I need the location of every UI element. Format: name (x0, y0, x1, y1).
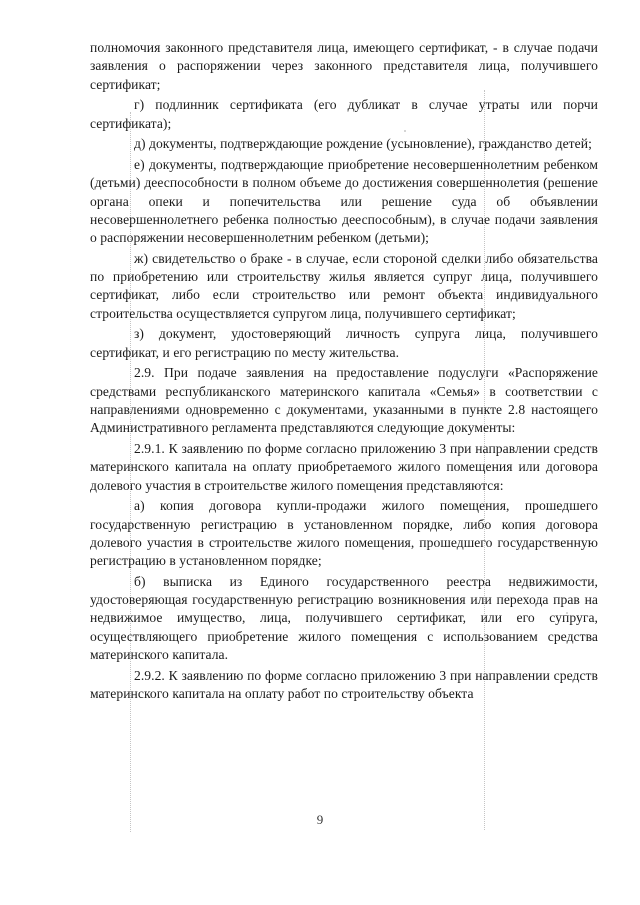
paragraph-item-b: б) выписка из Единого государственного реестра недвижимости, удостоверяющая государственную регистрацию возникновения или перехода прав на недвижимое имущество, лица, получившего сертификат, или его супруга, осуществляющего приобретение жилого помещения с использованием средства материнского капитала. (90, 573, 598, 663)
paragraph-section-2-9: 2.9. При подаче заявления на предоставление подуслуги «Распоряжение средствами республиканского материнского капитала «Семья» в соответствии с направлениями одновременно с документами, указанными в пункте 2.8 настоящего Административного регламента представляются следующие документы: (90, 365, 598, 436)
paragraph-item-zh: ж) свидетельство о браке - в случае, если стороной сделки либо обязательства по приобретению или строительству жилья является супруг лица, получившего сертификат, либо если строительство или ремонт объекта индивидуального строительства осуществляется супругом лица, получившего сертификат; (90, 250, 598, 321)
paragraph-section-2-9-2: 2.9.2. К заявлению по форме согласно приложению 3 при направлении средств материнского капитала на оплату работ по строительству объекта (90, 667, 598, 701)
paragraph-item-z: з) документ, удостоверяющий личность супруга лица, получившего сертификат, и его регистрацию по месту жительства. (90, 326, 598, 360)
page-number: 9 (316, 812, 324, 827)
paragraph-item-g: г) подлинник сертификата (его дубликат в случае утраты или порчи сертификата); (90, 97, 598, 131)
paragraph-item-e: е) документы, подтверждающие приобретение несовершеннолетним ребенком (детьми) дееспособности в полном объеме до достижения совершеннолетия (решение органа опеки и попечительства или решение суда об объявлении несовершеннолетнего ребенка полностью дееспособным), в случае подачи заявления о распоряжении несовершеннолетним ребенком (детьми); (90, 156, 598, 246)
paragraph-item-a: а) копия договора купли-продажи жилого помещения, прошедшего государственную регистрацию в установленном порядке, либо копия договора долевого участия в строительстве жилого помещения, прошедшего государственную регистрацию в установленном порядке; (90, 498, 598, 569)
paragraph-representative: полномочия законного представителя лица, имеющего сертификат, - в случае подачи заявления о распоряжении через законного представителя лица, получившего сертификат; (90, 40, 598, 92)
paragraph-section-2-9-1: 2.9.1. К заявлению по форме согласно приложению 3 при направлении средств материнского капитала на оплату приобретаемого жилого помещения или договора долевого участия в строительстве жилого помещения представляются: (90, 440, 598, 493)
document-body (90, 39, 598, 706)
paragraph-item-d: д) документы, подтверждающие рождение (усыновление), гражданство детей; (134, 136, 592, 152)
